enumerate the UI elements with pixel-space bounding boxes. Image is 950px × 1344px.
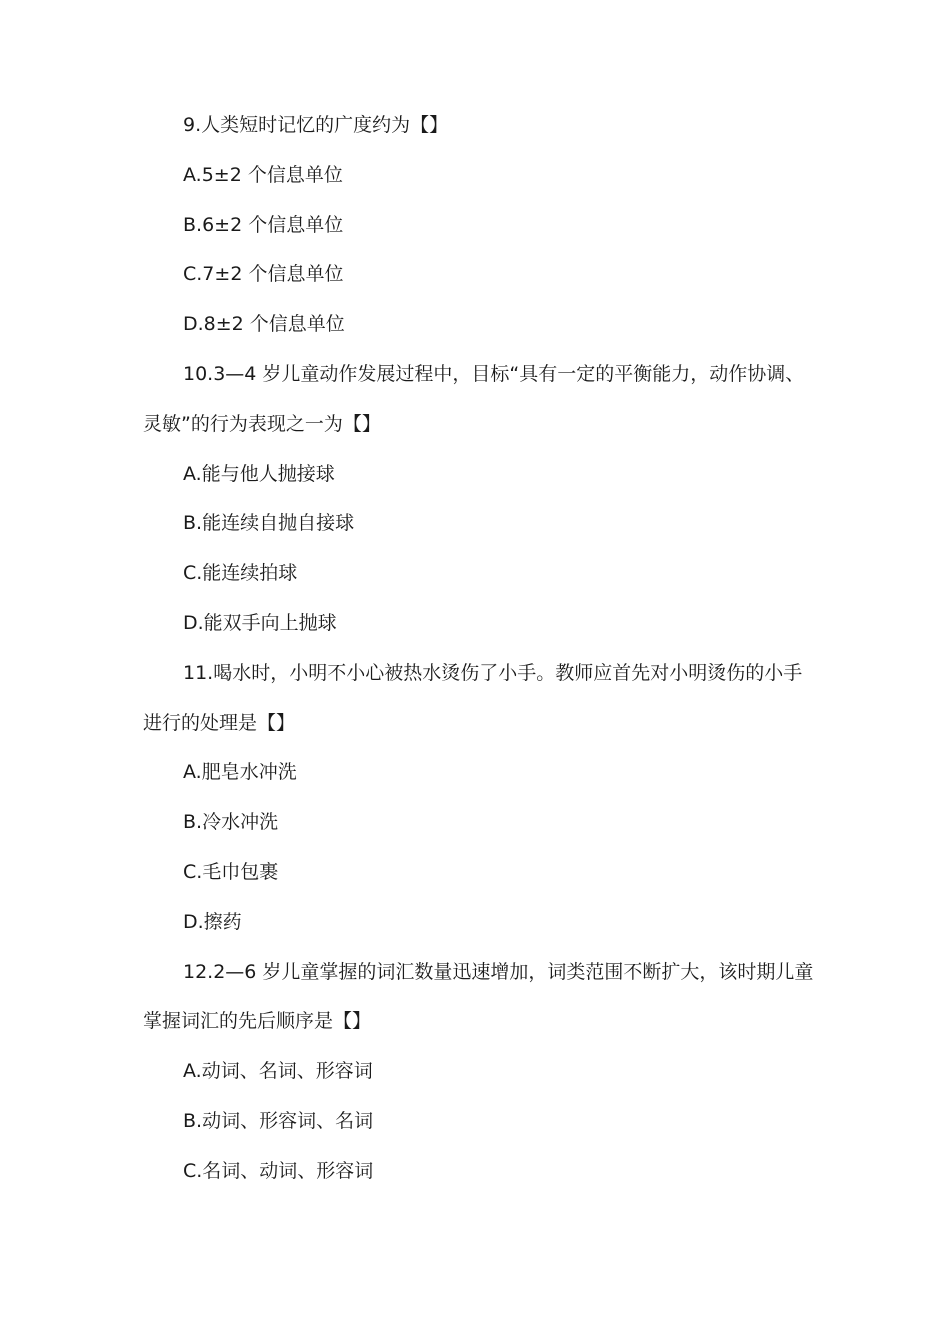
- question-stem-continued: 进行的处理是【】: [143, 711, 296, 734]
- option-c: C.名词、动词、形容词: [183, 1159, 374, 1182]
- question-11: [143, 649, 813, 948]
- question-10: [143, 350, 813, 649]
- option-a: A.5±2 个信息单位: [183, 163, 343, 186]
- option-b: B.能连续自抛自接球: [183, 512, 355, 535]
- question-12: [143, 948, 813, 1197]
- option-c: C.毛巾包裹: [183, 860, 279, 883]
- question-stem-continued: 灵敏”的行为表现之一为【】: [143, 412, 381, 435]
- question-list: [143, 101, 813, 1197]
- option-a: A.能与他人抛接球: [183, 462, 335, 485]
- option-a: A.动词、名词、形容词: [183, 1060, 373, 1083]
- question-stem: 11.喝水时，小明不小心被热水烫伤了小手。教师应首先对小明烫伤的小手: [183, 661, 803, 684]
- question-stem: 9.人类短时记忆的广度约为【】: [183, 114, 449, 136]
- option-a: A.肥皂水冲洗: [183, 761, 297, 784]
- option-d: D.8±2 个信息单位: [183, 313, 345, 336]
- question-9: [143, 101, 813, 350]
- option-c: C.7±2 个信息单位: [183, 263, 344, 286]
- option-b: B.6±2 个信息单位: [183, 213, 344, 236]
- option-d: D.擦药: [183, 910, 242, 933]
- question-stem: 10.3—4 岁儿童动作发展过程中，目标“具有一定的平衡能力，动作协调、: [183, 362, 805, 385]
- question-stem: 12.2—6 岁儿童掌握的词汇数量迅速增加，词类范围不断扩大，该时期儿童: [183, 960, 813, 983]
- option-b: B.动词、形容词、名词: [183, 1109, 374, 1132]
- option-d: D.能双手向上抛球: [183, 611, 337, 634]
- option-b: B.冷水冲洗: [183, 811, 279, 834]
- question-stem-continued: 掌握词汇的先后顺序是【】: [143, 1010, 372, 1033]
- option-c: C.能连续拍球: [183, 562, 298, 585]
